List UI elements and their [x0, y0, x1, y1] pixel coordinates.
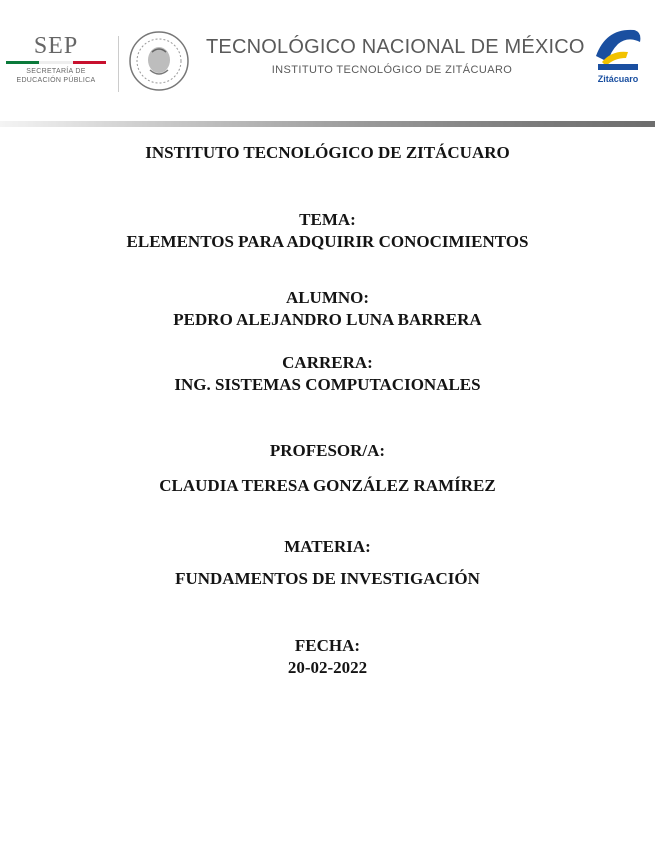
logo-text: Zitácuaro: [597, 74, 639, 84]
sep-tricolor-rule: [6, 61, 106, 64]
institution-name: INSTITUTO TECNOLÓGICO DE ZITÁCUARO: [145, 143, 510, 162]
alumno-label: ALUMNO:: [285, 288, 370, 307]
header-divider: [118, 36, 119, 92]
national-seal-icon: [128, 30, 190, 92]
materia-label: MATERIA:: [284, 537, 371, 556]
fecha-label: FECHA:: [294, 636, 361, 655]
sep-abbr: SEP: [33, 33, 79, 59]
profesor-value: CLAUDIA TERESA GONZÁLEZ RAMÍREZ: [159, 476, 496, 495]
tnm-subtitle: INSTITUTO TECNOLÓGICO DE ZITÁCUARO: [271, 64, 513, 76]
profesor-label: PROFESOR/A:: [269, 441, 386, 460]
carrera-label: CARRERA:: [282, 353, 373, 372]
sep-logo: [6, 34, 106, 85]
itz-logo-icon: [588, 22, 648, 86]
tnm-title: TECNOLÓGICO NACIONAL DE MÉXICO: [206, 36, 585, 58]
sep-name-line1: SECRETARÍA DE: [26, 68, 86, 75]
materia-value: FUNDAMENTOS DE INVESTIGACIÓN: [175, 569, 480, 588]
carrera-value: ING. SISTEMAS COMPUTACIONALES: [174, 375, 481, 394]
document-header: [0, 0, 655, 120]
fecha-value: 20-02-2022: [287, 658, 368, 677]
alumno-value: PEDRO ALEJANDRO LUNA BARRERA: [173, 310, 482, 329]
tema-value: ELEMENTOS PARA ADQUIRIR CONOCIMIENTOS: [126, 232, 529, 251]
tema-label: TEMA:: [299, 210, 356, 229]
header-gradient-band: [0, 121, 655, 127]
sep-name-line2: EDUCACIÓN PÚBLICA: [16, 77, 96, 84]
